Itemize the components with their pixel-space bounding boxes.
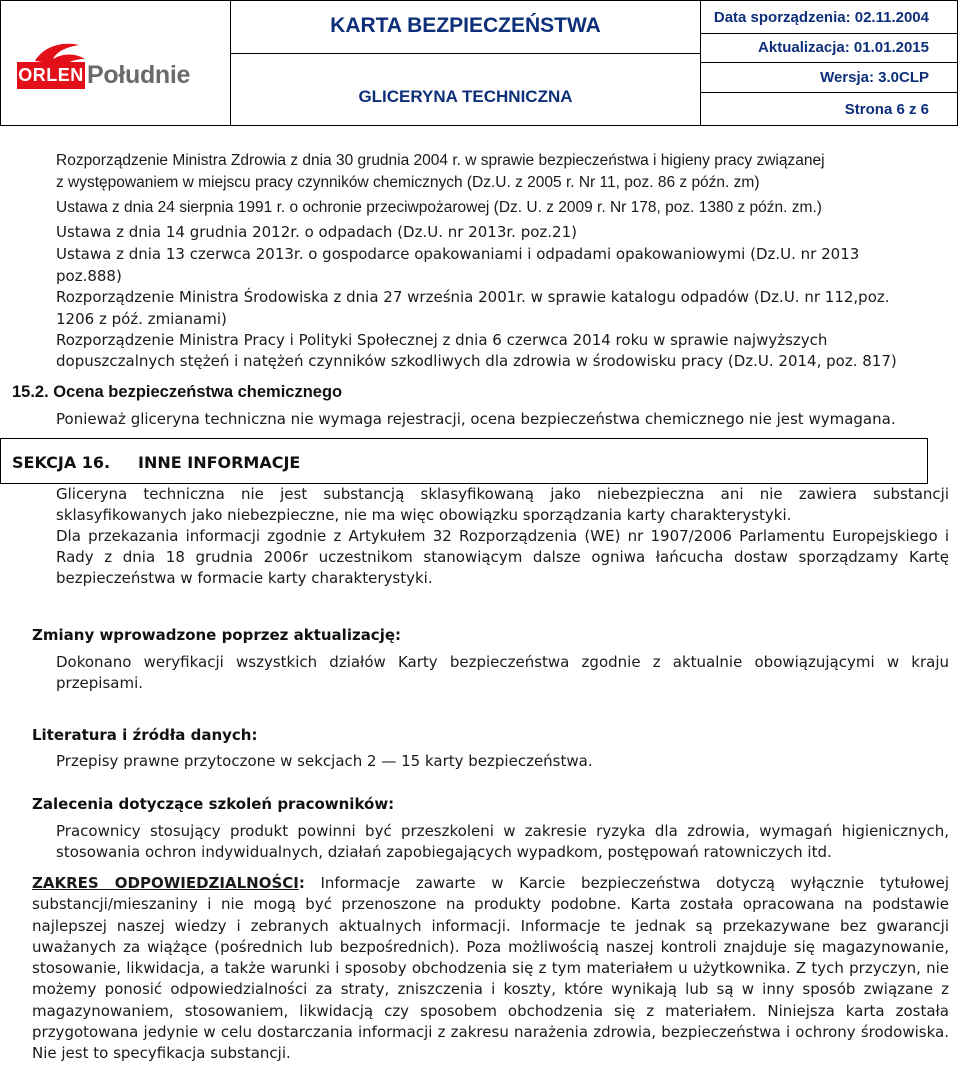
changes-heading: Zmiany wprowadzone poprzez aktualizację:: [32, 626, 402, 644]
liability-paragraph: [32, 873, 949, 1065]
regulation-line: Rozporządzenie Ministra Środowiska z dnia 27 września 2001r. w sprawie katalogu odpadów (Dz.U. nr 112,poz.: [56, 288, 890, 306]
created-date: Data sporządzenia: 02.11.2004: [713, 9, 929, 26]
literature-heading: Literatura i źródła danych:: [32, 726, 258, 744]
training-heading: Zalecenia dotyczące szkoleń pracowników:: [32, 795, 395, 813]
meta-cell: [701, 1, 957, 125]
regulation-line: 1206 z póź. zmianami): [56, 310, 227, 328]
section-16-header: [0, 438, 928, 484]
regulation-line: z występowaniem w miejscu pracy czynników chemicznych (Dz.U. z 2005 r. Nr 11, poz. 86 z późn. zm): [56, 174, 760, 191]
version-row: [701, 63, 957, 93]
updated-row: [701, 34, 957, 63]
document-title: KARTA BEZPIECZEŃSTWA: [330, 14, 601, 37]
training-text: Pracownicy stosujący produkt powinni być przeszkoleni w zakresie ryzyka dla zdrowia, wymagań higienicznych, stosowania ochron indywidualnych, działań zapobiegających wypadkom, postępowań ratowniczych itd.: [56, 822, 949, 861]
section-16-paragraph: Dla przekazania informacji zgodnie z Artykułem 32 Rozporządzenia (WE) nr 1907/2006 Parlamentu Europejskiego i Rady z dnia 18 grudnia 2006r uczestnikom stanowiącym dalsze ogniwa łańcucha dostaw sporządzamy Kartę bezpieczeństwa w formacie karty charakterystyki.: [56, 527, 949, 587]
section-16-title: INNE INFORMACJE: [138, 453, 301, 472]
title-top-cell: [231, 1, 700, 54]
section-16-number: SEKCJA 16.: [12, 453, 111, 472]
orlen-logo-box: ORLEN: [17, 62, 85, 89]
section-15-2-heading: 15.2. Ocena bezpieczeństwa chemicznego: [12, 383, 343, 401]
liability-text: Informacje zawarte w Karcie bezpieczeństwa dotyczą wyłącznie tytułowej substancji/mieszaniny i nie mogą być przenoszone na produkty podobne. Karta została opracowana na podstawie najlepszej naszej wiedzy i zebranych aktualnych informacji. Informacje te jednak są przekazywane bez gwarancji uważanych za wiążące (pośrednich lub bezpośrednich). Poza możliwością naszej kontroli znajduje się magazynowanie, stosowanie, likwidacja, a także warunki i sposoby obchodzenia się z tym materiałem u użytkownika. Z tych przyczyn, nie możemy ponosić odpowiedzialności za straty, zniszczenia i koszty, które wynikają lub są w inny sposób związane z magazynowaniem, stosowaniem, likwidacją czy sposobem obchodzenia się z materiałem. Niniejsza karta została przygotowana jedynie w celu dostarczania informacji z zakresu narażenia zdrowia, bezpieczeństwa i ochrony środowiska. Nie jest to specyfikacja substancji.: [32, 874, 949, 1063]
document-header: [0, 0, 958, 126]
regulation-line: Ustawa z dnia 13 czerwca 2013r. o gospodarce opakowaniami i odpadami opakowaniowymi (Dz.U. nr 2013: [56, 245, 860, 263]
liability-colon: :: [298, 874, 305, 892]
liability-heading: ZAKRES ODPOWIEDZIALNOŚCI: [32, 874, 299, 892]
created-row: [701, 1, 957, 34]
section-15-2-text: Ponieważ gliceryna techniczna nie wymaga rejestracji, ocena bezpieczeństwa chemicznego nie jest wymagana.: [56, 410, 896, 428]
logo-cell: [1, 1, 231, 125]
title-cell: [231, 1, 701, 125]
version: Wersja: 3.0CLP: [820, 69, 929, 86]
page-row: [701, 93, 957, 125]
regulation-line: Rozporządzenie Ministra Pracy i Polityki Społecznej z dnia 6 czerwca 2014 roku w sprawie najwyższych: [56, 331, 828, 349]
product-name: GLICERYNA TECHNICZNA: [358, 87, 573, 106]
updated-date: Aktualizacja: 01.01.2015: [758, 39, 929, 56]
changes-text: Dokonano weryfikacji wszystkich działów Karty bezpieczeństwa zgodnie z aktualnie obowiązującymi w kraju przepisami.: [56, 653, 949, 692]
company-name: Południe: [87, 61, 191, 89]
regulation-line: Rozporządzenie Ministra Zdrowia z dnia 30 grudnia 2004 r. w sprawie bezpieczeństwa i higieny pracy związanej: [56, 152, 825, 169]
literature-text: Przepisy prawne przytoczone w sekcjach 2 — 15 karty bezpieczeństwa.: [56, 752, 593, 770]
regulation-line: Ustawa z dnia 24 sierpnia 1991 r. o ochronie przeciwpożarowej (Dz. U. z 2009 r. Nr 178, poz. 1380 z późn. zm.): [56, 199, 822, 216]
section-16-paragraph: Gliceryna techniczna nie jest substancją sklasyfikowaną jako niebezpieczna ani nie zawiera substancji sklasyfikowanych jako niebezpieczne, nie ma więc obowiązku sporządzania karty charakterystyki.: [56, 485, 949, 524]
page-number: Strona 6 z 6: [844, 101, 929, 118]
regulation-line: poz.888): [56, 267, 122, 285]
regulation-line: dopuszczalnych stężeń i natężeń czynników szkodliwych dla zdrowia w środowisku pracy (Dz.U. 2014, poz. 817): [56, 352, 897, 370]
regulation-line: Ustawa z dnia 14 grudnia 2012r. o odpadach (Dz.U. nr 2013r. poz.21): [56, 223, 577, 241]
